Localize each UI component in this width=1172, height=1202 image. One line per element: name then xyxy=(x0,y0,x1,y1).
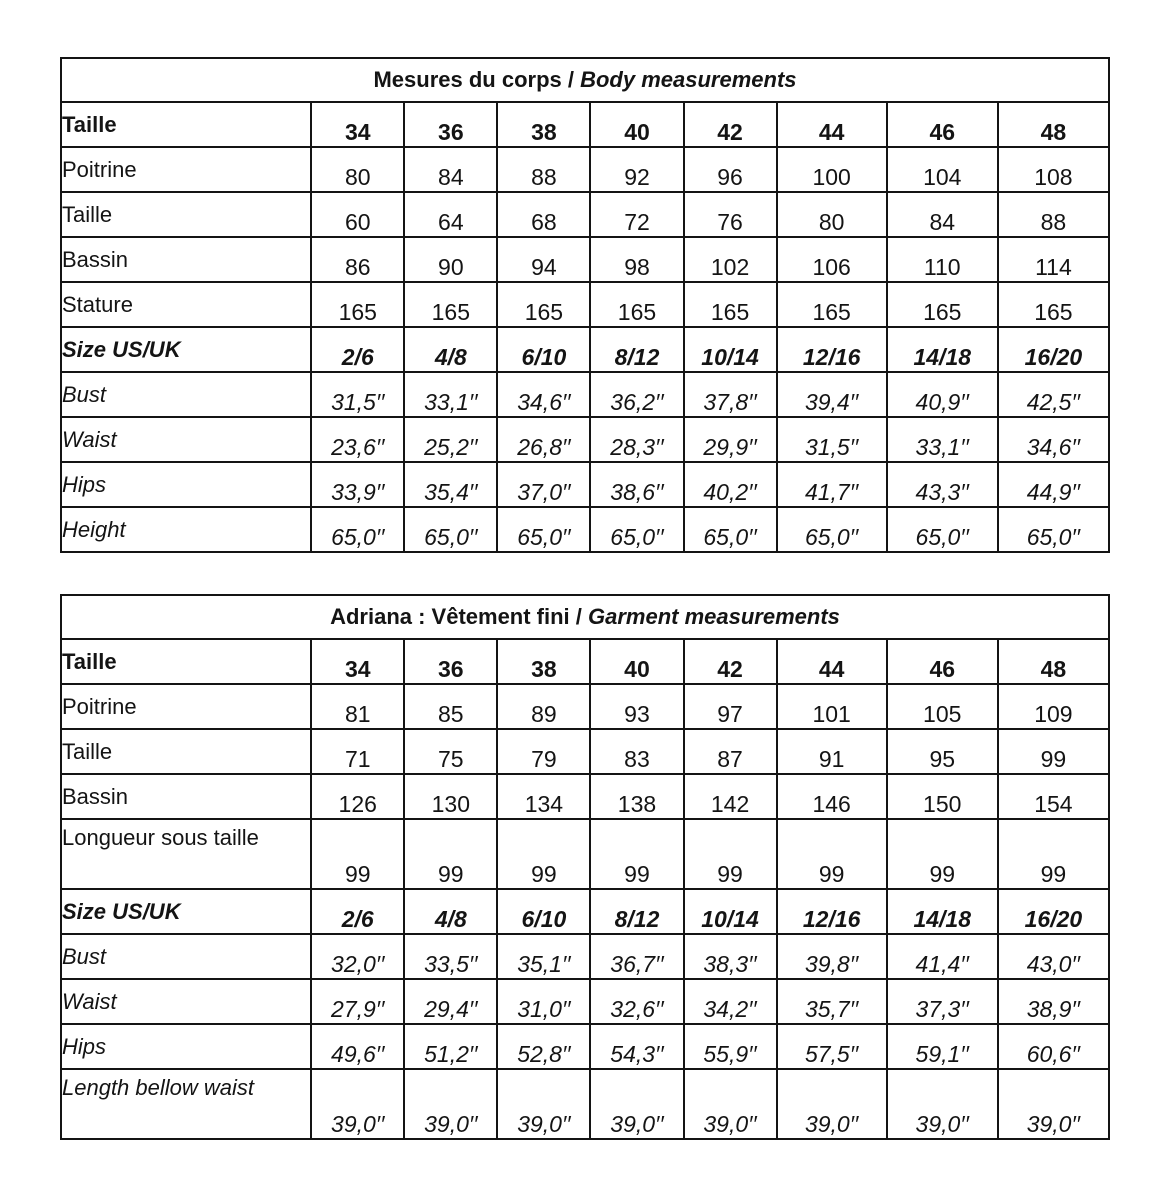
table-cell: 40,9′′ xyxy=(887,372,998,417)
table-cell: 110 xyxy=(887,237,998,282)
table-cell: 114 xyxy=(998,237,1109,282)
table-cell: 43,0′′ xyxy=(998,934,1109,979)
table-cell: 165 xyxy=(311,282,404,327)
table-row xyxy=(61,979,1109,1024)
table-cell: 26,8′′ xyxy=(497,417,590,462)
table-cell: 29,9′′ xyxy=(684,417,777,462)
table-cell: 14/18 xyxy=(887,327,998,372)
table-cell: 41,4′′ xyxy=(887,934,998,979)
table-cell: 71 xyxy=(311,729,404,774)
table-title xyxy=(61,58,1109,102)
table-cell: 97 xyxy=(684,684,777,729)
table-row xyxy=(61,639,1109,684)
table-cell: 84 xyxy=(404,147,497,192)
table-cell: 76 xyxy=(684,192,777,237)
table-cell: 79 xyxy=(497,729,590,774)
table-cell: 39,4′′ xyxy=(777,372,887,417)
table-cell: 39,0′′ xyxy=(684,1069,777,1139)
table-cell: 88 xyxy=(497,147,590,192)
row-label: Bassin xyxy=(61,237,311,282)
table-cell: 100 xyxy=(777,147,887,192)
table-cell: 130 xyxy=(404,774,497,819)
table-cell: 101 xyxy=(777,684,887,729)
table-cell: 31,5′′ xyxy=(311,372,404,417)
table-cell: 44 xyxy=(777,102,887,147)
table-cell: 23,6′′ xyxy=(311,417,404,462)
table-cell: 48 xyxy=(998,102,1109,147)
table-row xyxy=(61,934,1109,979)
table-cell: 75 xyxy=(404,729,497,774)
table-cell: 99 xyxy=(998,729,1109,774)
table-cell: 42 xyxy=(684,639,777,684)
table-cell: 60,6′′ xyxy=(998,1024,1109,1069)
table-cell: 37,3′′ xyxy=(887,979,998,1024)
table-cell: 65,0′′ xyxy=(998,507,1109,552)
table-cell: 32,0′′ xyxy=(311,934,404,979)
table-row xyxy=(61,507,1109,552)
table-cell: 65,0′′ xyxy=(404,507,497,552)
table-cell: 165 xyxy=(404,282,497,327)
table-title xyxy=(61,595,1109,639)
table-cell: 99 xyxy=(998,819,1109,889)
table-cell: 86 xyxy=(311,237,404,282)
table-cell: 39,0′′ xyxy=(887,1069,998,1139)
table-cell: 40,2′′ xyxy=(684,462,777,507)
table-cell: 154 xyxy=(998,774,1109,819)
table-cell: 16/20 xyxy=(998,327,1109,372)
table-cell: 39,0′′ xyxy=(497,1069,590,1139)
table-cell: 29,4′′ xyxy=(404,979,497,1024)
row-label: Stature xyxy=(61,282,311,327)
table-cell: 90 xyxy=(404,237,497,282)
table-cell: 14/18 xyxy=(887,889,998,934)
table-row xyxy=(61,102,1109,147)
table-cell: 35,4′′ xyxy=(404,462,497,507)
table-cell: 43,3′′ xyxy=(887,462,998,507)
table-cell: 165 xyxy=(684,282,777,327)
table-cell: 146 xyxy=(777,774,887,819)
table-cell: 4/8 xyxy=(404,327,497,372)
table-cell: 93 xyxy=(590,684,683,729)
table-cell: 99 xyxy=(590,819,683,889)
table-cell: 36,7′′ xyxy=(590,934,683,979)
table-cell: 48 xyxy=(998,639,1109,684)
table-cell: 39,0′′ xyxy=(311,1069,404,1139)
table-cell: 42 xyxy=(684,102,777,147)
row-label: Bassin xyxy=(61,774,311,819)
table-cell: 105 xyxy=(887,684,998,729)
table-cell: 65,0′′ xyxy=(311,507,404,552)
table-cell: 85 xyxy=(404,684,497,729)
table-cell: 6/10 xyxy=(497,889,590,934)
table-row xyxy=(61,889,1109,934)
garment-measurements-table xyxy=(60,594,1110,1140)
table-cell: 44 xyxy=(777,639,887,684)
table-cell: 106 xyxy=(777,237,887,282)
table-cell: 12/16 xyxy=(777,327,887,372)
table-cell: 92 xyxy=(590,147,683,192)
table-cell: 35,1′′ xyxy=(497,934,590,979)
table-cell: 39,0′′ xyxy=(777,1069,887,1139)
table-cell: 72 xyxy=(590,192,683,237)
row-label: Taille xyxy=(61,192,311,237)
table-cell: 65,0′′ xyxy=(497,507,590,552)
table-cell: 68 xyxy=(497,192,590,237)
table-cell: 57,5′′ xyxy=(777,1024,887,1069)
table-cell: 65,0′′ xyxy=(887,507,998,552)
row-label: Waist xyxy=(61,979,311,1024)
table-cell: 34,6′′ xyxy=(998,417,1109,462)
table-cell: 37,0′′ xyxy=(497,462,590,507)
table-cell: 31,0′′ xyxy=(497,979,590,1024)
table-cell: 99 xyxy=(311,819,404,889)
table-cell: 102 xyxy=(684,237,777,282)
table-cell: 38 xyxy=(497,102,590,147)
table-row xyxy=(61,372,1109,417)
table-cell: 87 xyxy=(684,729,777,774)
table-cell: 38,6′′ xyxy=(590,462,683,507)
row-label: Taille xyxy=(61,729,311,774)
table-cell: 42,5′′ xyxy=(998,372,1109,417)
table-cell: 34,2′′ xyxy=(684,979,777,1024)
table-cell: 108 xyxy=(998,147,1109,192)
table-cell: 59,1′′ xyxy=(887,1024,998,1069)
table-cell: 104 xyxy=(887,147,998,192)
row-label: Poitrine xyxy=(61,684,311,729)
table-cell: 31,5′′ xyxy=(777,417,887,462)
row-label: Height xyxy=(61,507,311,552)
body-measurements-table xyxy=(60,57,1110,553)
table-cell: 36,2′′ xyxy=(590,372,683,417)
table-cell: 8/12 xyxy=(590,327,683,372)
table-cell: 138 xyxy=(590,774,683,819)
row-label: Length bellow waist xyxy=(61,1069,311,1139)
table-cell: 2/6 xyxy=(311,327,404,372)
row-label: Taille xyxy=(61,639,311,684)
table-cell: 89 xyxy=(497,684,590,729)
title-english: Garment measurements xyxy=(588,604,840,629)
table-cell: 39,0′′ xyxy=(404,1069,497,1139)
table-cell: 10/14 xyxy=(684,889,777,934)
table-cell: 35,7′′ xyxy=(777,979,887,1024)
table-cell: 10/14 xyxy=(684,327,777,372)
row-label: Poitrine xyxy=(61,147,311,192)
table-cell: 60 xyxy=(311,192,404,237)
table-row xyxy=(61,237,1109,282)
table-cell: 37,8′′ xyxy=(684,372,777,417)
table-cell: 40 xyxy=(590,639,683,684)
table-cell: 65,0′′ xyxy=(590,507,683,552)
table-cell: 94 xyxy=(497,237,590,282)
table-cell: 49,6′′ xyxy=(311,1024,404,1069)
row-label: Hips xyxy=(61,1024,311,1069)
table-cell: 33,1′′ xyxy=(887,417,998,462)
table-cell: 12/16 xyxy=(777,889,887,934)
table-row xyxy=(61,462,1109,507)
title-english: Body measurements xyxy=(580,67,797,92)
table-row xyxy=(61,192,1109,237)
table-cell: 99 xyxy=(887,819,998,889)
table-cell: 81 xyxy=(311,684,404,729)
row-label: Size US/UK xyxy=(61,889,311,934)
table-cell: 46 xyxy=(887,102,998,147)
table-cell: 16/20 xyxy=(998,889,1109,934)
row-label: Bust xyxy=(61,934,311,979)
row-label: Size US/UK xyxy=(61,327,311,372)
table-cell: 99 xyxy=(497,819,590,889)
table-cell: 4/8 xyxy=(404,889,497,934)
table-row xyxy=(61,729,1109,774)
table-cell: 38,3′′ xyxy=(684,934,777,979)
table-cell: 84 xyxy=(887,192,998,237)
table-cell: 38 xyxy=(497,639,590,684)
table-cell: 142 xyxy=(684,774,777,819)
table-cell: 165 xyxy=(497,282,590,327)
table-cell: 99 xyxy=(404,819,497,889)
table-cell: 32,6′′ xyxy=(590,979,683,1024)
table-row xyxy=(61,417,1109,462)
table-cell: 99 xyxy=(777,819,887,889)
table-cell: 41,7′′ xyxy=(777,462,887,507)
table-cell: 28,3′′ xyxy=(590,417,683,462)
table-row xyxy=(61,684,1109,729)
table-cell: 51,2′′ xyxy=(404,1024,497,1069)
row-label: Bust xyxy=(61,372,311,417)
table-cell: 165 xyxy=(887,282,998,327)
table-row xyxy=(61,774,1109,819)
table-cell: 126 xyxy=(311,774,404,819)
table-cell: 95 xyxy=(887,729,998,774)
table-cell: 165 xyxy=(777,282,887,327)
table-cell: 36 xyxy=(404,102,497,147)
table-cell: 52,8′′ xyxy=(497,1024,590,1069)
row-label: Longueur sous taille xyxy=(61,819,311,889)
table-cell: 34 xyxy=(311,102,404,147)
table-row xyxy=(61,819,1109,889)
table-row xyxy=(61,282,1109,327)
table-cell: 83 xyxy=(590,729,683,774)
title-french: Adriana : Vêtement fini / xyxy=(330,604,589,629)
table-cell: 33,1′′ xyxy=(404,372,497,417)
table-cell: 80 xyxy=(311,147,404,192)
table-cell: 80 xyxy=(777,192,887,237)
row-label: Taille xyxy=(61,102,311,147)
table-cell: 33,9′′ xyxy=(311,462,404,507)
table-cell: 134 xyxy=(497,774,590,819)
table-row xyxy=(61,1069,1109,1139)
table-cell: 33,5′′ xyxy=(404,934,497,979)
table-cell: 39,0′′ xyxy=(590,1069,683,1139)
table-cell: 64 xyxy=(404,192,497,237)
table-cell: 54,3′′ xyxy=(590,1024,683,1069)
table-row xyxy=(61,147,1109,192)
table-cell: 99 xyxy=(684,819,777,889)
table-cell: 150 xyxy=(887,774,998,819)
row-label: Waist xyxy=(61,417,311,462)
table-cell: 109 xyxy=(998,684,1109,729)
table-cell: 165 xyxy=(998,282,1109,327)
table-cell: 8/12 xyxy=(590,889,683,934)
table-row xyxy=(61,1024,1109,1069)
table-cell: 44,9′′ xyxy=(998,462,1109,507)
table-cell: 65,0′′ xyxy=(777,507,887,552)
table-cell: 6/10 xyxy=(497,327,590,372)
table-row xyxy=(61,327,1109,372)
table-cell: 34 xyxy=(311,639,404,684)
table-cell: 65,0′′ xyxy=(684,507,777,552)
table-cell: 38,9′′ xyxy=(998,979,1109,1024)
table-cell: 39,8′′ xyxy=(777,934,887,979)
table-cell: 96 xyxy=(684,147,777,192)
table-cell: 91 xyxy=(777,729,887,774)
table-cell: 39,0′′ xyxy=(998,1069,1109,1139)
row-label: Hips xyxy=(61,462,311,507)
table-cell: 55,9′′ xyxy=(684,1024,777,1069)
table-cell: 27,9′′ xyxy=(311,979,404,1024)
table-cell: 36 xyxy=(404,639,497,684)
table-cell: 2/6 xyxy=(311,889,404,934)
title-french: Mesures du corps / xyxy=(373,67,581,92)
table-cell: 34,6′′ xyxy=(497,372,590,417)
table-cell: 88 xyxy=(998,192,1109,237)
table-cell: 98 xyxy=(590,237,683,282)
table-cell: 25,2′′ xyxy=(404,417,497,462)
table-cell: 46 xyxy=(887,639,998,684)
table-cell: 165 xyxy=(590,282,683,327)
table-cell: 40 xyxy=(590,102,683,147)
